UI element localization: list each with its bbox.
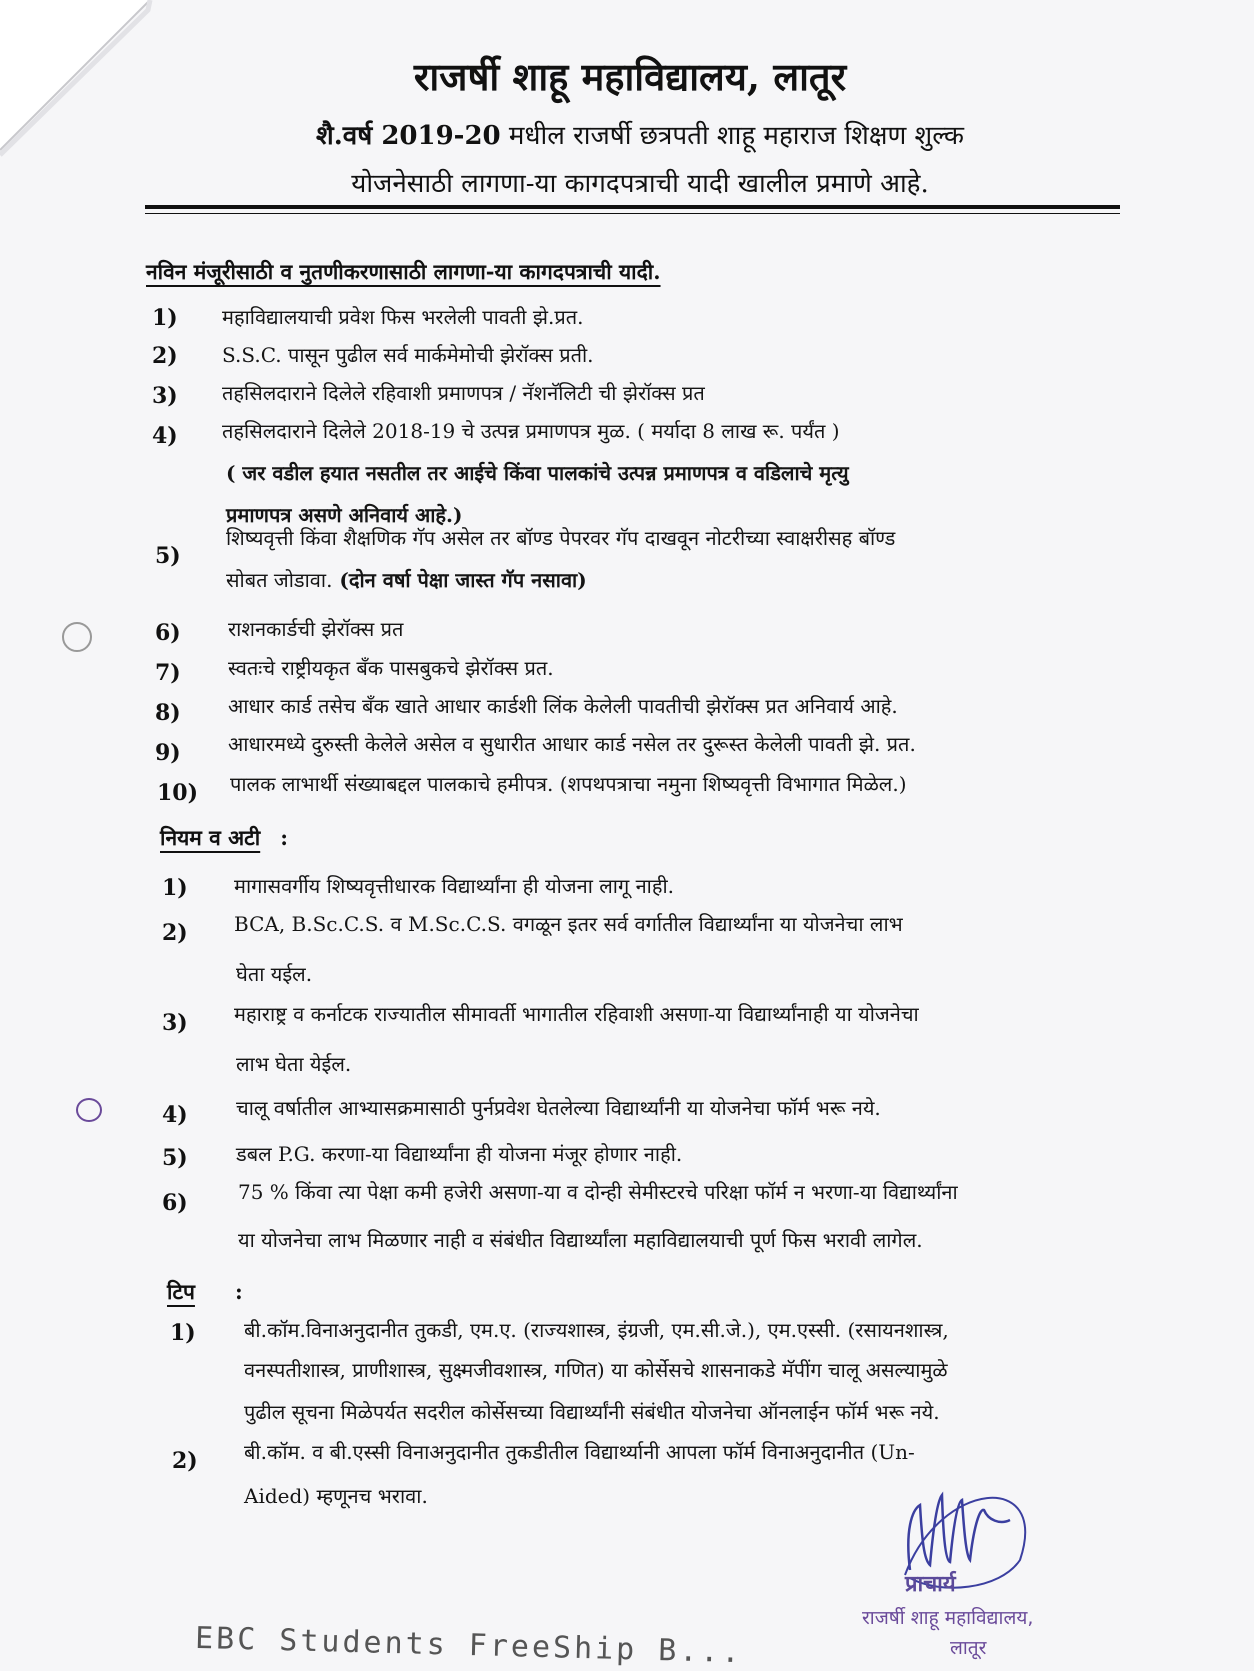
rules-item: BCA, B.Sc.C.S. व M.Sc.C.S. वगळून इतर सर्व वर्गातील विद्यार्थ्यांना या योजनेचा लाभ xyxy=(234,912,903,936)
notes-item-continued: पुढील सूचना मिळेपर्यत सदरील कोर्सेसच्या विद्यार्थ्यांनी संबंधीत योजनेचा ऑनलाईन फॉर्म भरू नये. xyxy=(244,1400,940,1424)
header-divider xyxy=(145,205,1120,209)
handwritten-note: EBC Students FreeShip B... xyxy=(194,1620,743,1671)
rules-item-continued: या योजनेचा लाभ मिळणार नाही व संबंधीत विद्यार्थ्यांला महाविद्यालयाची पूर्ण फिस भरावी लागेल. xyxy=(238,1228,923,1252)
page-subtitle xyxy=(170,112,1110,208)
list-item: स्वतःचे राष्ट्रीयकृत बँक पासबुकचे झेरॉक्स प्रत. xyxy=(228,656,554,680)
list-item: तहसिलदाराने दिलेले रहिवाशी प्रमाणपत्र / नॅशनॅलिटी ची झेरॉक्स प्रत xyxy=(222,381,705,405)
notes-heading-label: टिप xyxy=(167,1279,195,1304)
list-item: आधारमध्ये दुरुस्ती केलेले असेल व सुधारीत आधार कार्ड नसेल तर दुरूस्त केलेली पावती झे. प्रत. xyxy=(228,732,916,756)
punch-hole-mark xyxy=(62,622,92,652)
academic-year: शै.वर्ष 2019-20 xyxy=(316,121,501,151)
notes-heading-colon: : xyxy=(234,1279,243,1304)
rules-number: 5) xyxy=(162,1145,188,1171)
rules-item: मागासवर्गीय शिष्यवृत्तीधारक विद्यार्थ्यांना ही योजना लागू नाही. xyxy=(234,874,675,898)
subtitle-line-2: योजनेसाठी लागणा-या कागदपत्राची यादी खालील प्रमाणे आहे. xyxy=(351,169,929,199)
header-divider-thin xyxy=(145,213,1120,214)
folded-corner xyxy=(0,0,190,190)
punch-hole-mark xyxy=(76,1098,102,1122)
list-number: 1) xyxy=(152,305,178,331)
designation-stamp: प्राचार्य xyxy=(905,1572,956,1597)
subtitle-line-1: मधील राजर्षी छत्रपती शाहू महाराज शिक्षण शुल्क xyxy=(500,121,964,151)
rules-heading xyxy=(160,824,288,852)
college-stamp-line-1: राजर्षी शाहू महाविद्यालय, xyxy=(862,1607,1034,1629)
signature-mark xyxy=(850,1450,1110,1600)
list-number: 8) xyxy=(155,700,181,726)
notes-item: बी.कॉम.विनाअनुदानीत तुकडी, एम.ए. (राज्यशास्त्र, इंग्रजी, एम.सी.जे.), एम.एस्सी. (रसायनशास्त्र, xyxy=(244,1318,949,1342)
list-item: राशनकार्डची झेरॉक्स प्रत xyxy=(228,617,404,641)
rules-item-continued: घेता यईल. xyxy=(236,962,313,986)
list-item: महाविद्यालयाची प्रवेश फिस भरलेली पावती झे.प्रत. xyxy=(222,305,584,329)
list-number: 6) xyxy=(155,620,181,646)
rules-item: चालू वर्षातील आभ्यासक्रमासाठी पुर्नप्रवेश घेतलेल्या विद्यार्थ्यांनी या योजनेचा फॉर्म भरू नये. xyxy=(236,1096,881,1120)
notes-item-continued: वनस्पतीशास्त्र, प्राणीशास्त्र, सुक्ष्मजीवशास्त्र, गणित) या कोर्सेसचे शासनाकडे मॅपींग चालू असल्यामुळे xyxy=(244,1358,948,1382)
rules-number: 3) xyxy=(162,1010,188,1036)
documents-heading: नविन मंजूरीसाठी व नुतणीकरणासाठी लागणा-या कागदपत्राची यादी. xyxy=(146,259,661,284)
list-item-emphasis: (दोन वर्षा पेक्षा जास्त गॅप नसावा) xyxy=(332,568,587,592)
list-item-note: प्रमाणपत्र असणे अनिवार्य आहे.) xyxy=(226,503,463,527)
page-title: राजर्षी शाहू महाविद्यालय, लातूर xyxy=(413,54,847,99)
list-item-continued xyxy=(226,560,587,600)
list-number: 10) xyxy=(157,780,199,806)
notes-number: 2) xyxy=(172,1448,198,1474)
list-number: 5) xyxy=(155,543,181,569)
rules-number: 6) xyxy=(162,1190,188,1216)
notes-number: 1) xyxy=(170,1320,196,1346)
list-item: तहसिलदाराने दिलेले 2018-19 चे उत्पन्न प्रमाणपत्र मुळ. ( मर्यादा 8 लाख रू. पर्यंत ) xyxy=(222,419,840,443)
rules-item: डबल P.G. करणा-या विद्यार्थ्यांना ही योजना मंजूर होणार नाही. xyxy=(236,1142,683,1166)
list-number: 4) xyxy=(152,423,178,449)
list-number: 9) xyxy=(155,740,181,766)
list-number: 7) xyxy=(155,660,181,686)
rules-number: 4) xyxy=(162,1102,188,1128)
list-item: पालक लाभार्थी संख्याबद्दल पालकाचे हमीपत्र. (शपथपत्राचा नमुना शिष्यवृत्ती विभागात मिळेल.) xyxy=(230,772,907,796)
notes-item: बी.कॉम. व बी.एस्सी विनाअनुदानीत तुकडीतील विद्यार्थ्यानी आपला फॉर्म विनाअनुदानीत (Un- xyxy=(244,1440,915,1464)
list-number: 2) xyxy=(152,343,178,369)
list-item-text: सोबत जोडावा. xyxy=(226,568,333,592)
rules-heading-colon: : xyxy=(280,825,288,850)
notes-heading xyxy=(167,1278,243,1306)
rules-number: 1) xyxy=(162,875,188,901)
list-item-note: ( जर वडील हयात नसतील तर आईचे किंवा पालकांचे उत्पन्न प्रमाणपत्र व वडिलाचे मृत्यु xyxy=(226,461,849,485)
rules-number: 2) xyxy=(162,920,188,946)
college-stamp-line-2: लातूर xyxy=(950,1637,987,1659)
notes-item-continued: Aided) म्हणूनच भरावा. xyxy=(244,1484,428,1508)
rules-heading-label: नियम व अटी xyxy=(160,825,261,850)
list-item: आधार कार्ड तसेच बँक खाते आधार कार्डशी लिंक केलेली पावतीची झेरॉक्स प्रत अनिवार्य आहे. xyxy=(228,694,898,718)
rules-item: 75 % किंवा त्या पेक्षा कमी हजेरी असणा-या व दोन्ही सेमीस्टरचे परिक्षा फॉर्म न भरणा-या विद्यार्थ्यांना xyxy=(238,1180,958,1204)
list-item: शिष्यवृत्ती किंवा शैक्षणिक गॅप असेल तर बॉण्ड पेपरवर गॅप दाखवून नोटरीच्या स्वाक्षरीसह बॉण्ड xyxy=(226,526,896,550)
list-item: S.S.C. पासून पुढील सर्व मार्कमेमोची झेरॉक्स प्रती. xyxy=(222,343,594,367)
list-number: 3) xyxy=(152,383,178,409)
rules-item: महाराष्ट्र व कर्नाटक राज्यातील सीमावर्ती भागातील रहिवाशी असणा-या विद्यार्थ्यांनाही या योजनेचा xyxy=(234,1002,919,1026)
rules-item-continued: लाभ घेता येईल. xyxy=(236,1052,352,1076)
